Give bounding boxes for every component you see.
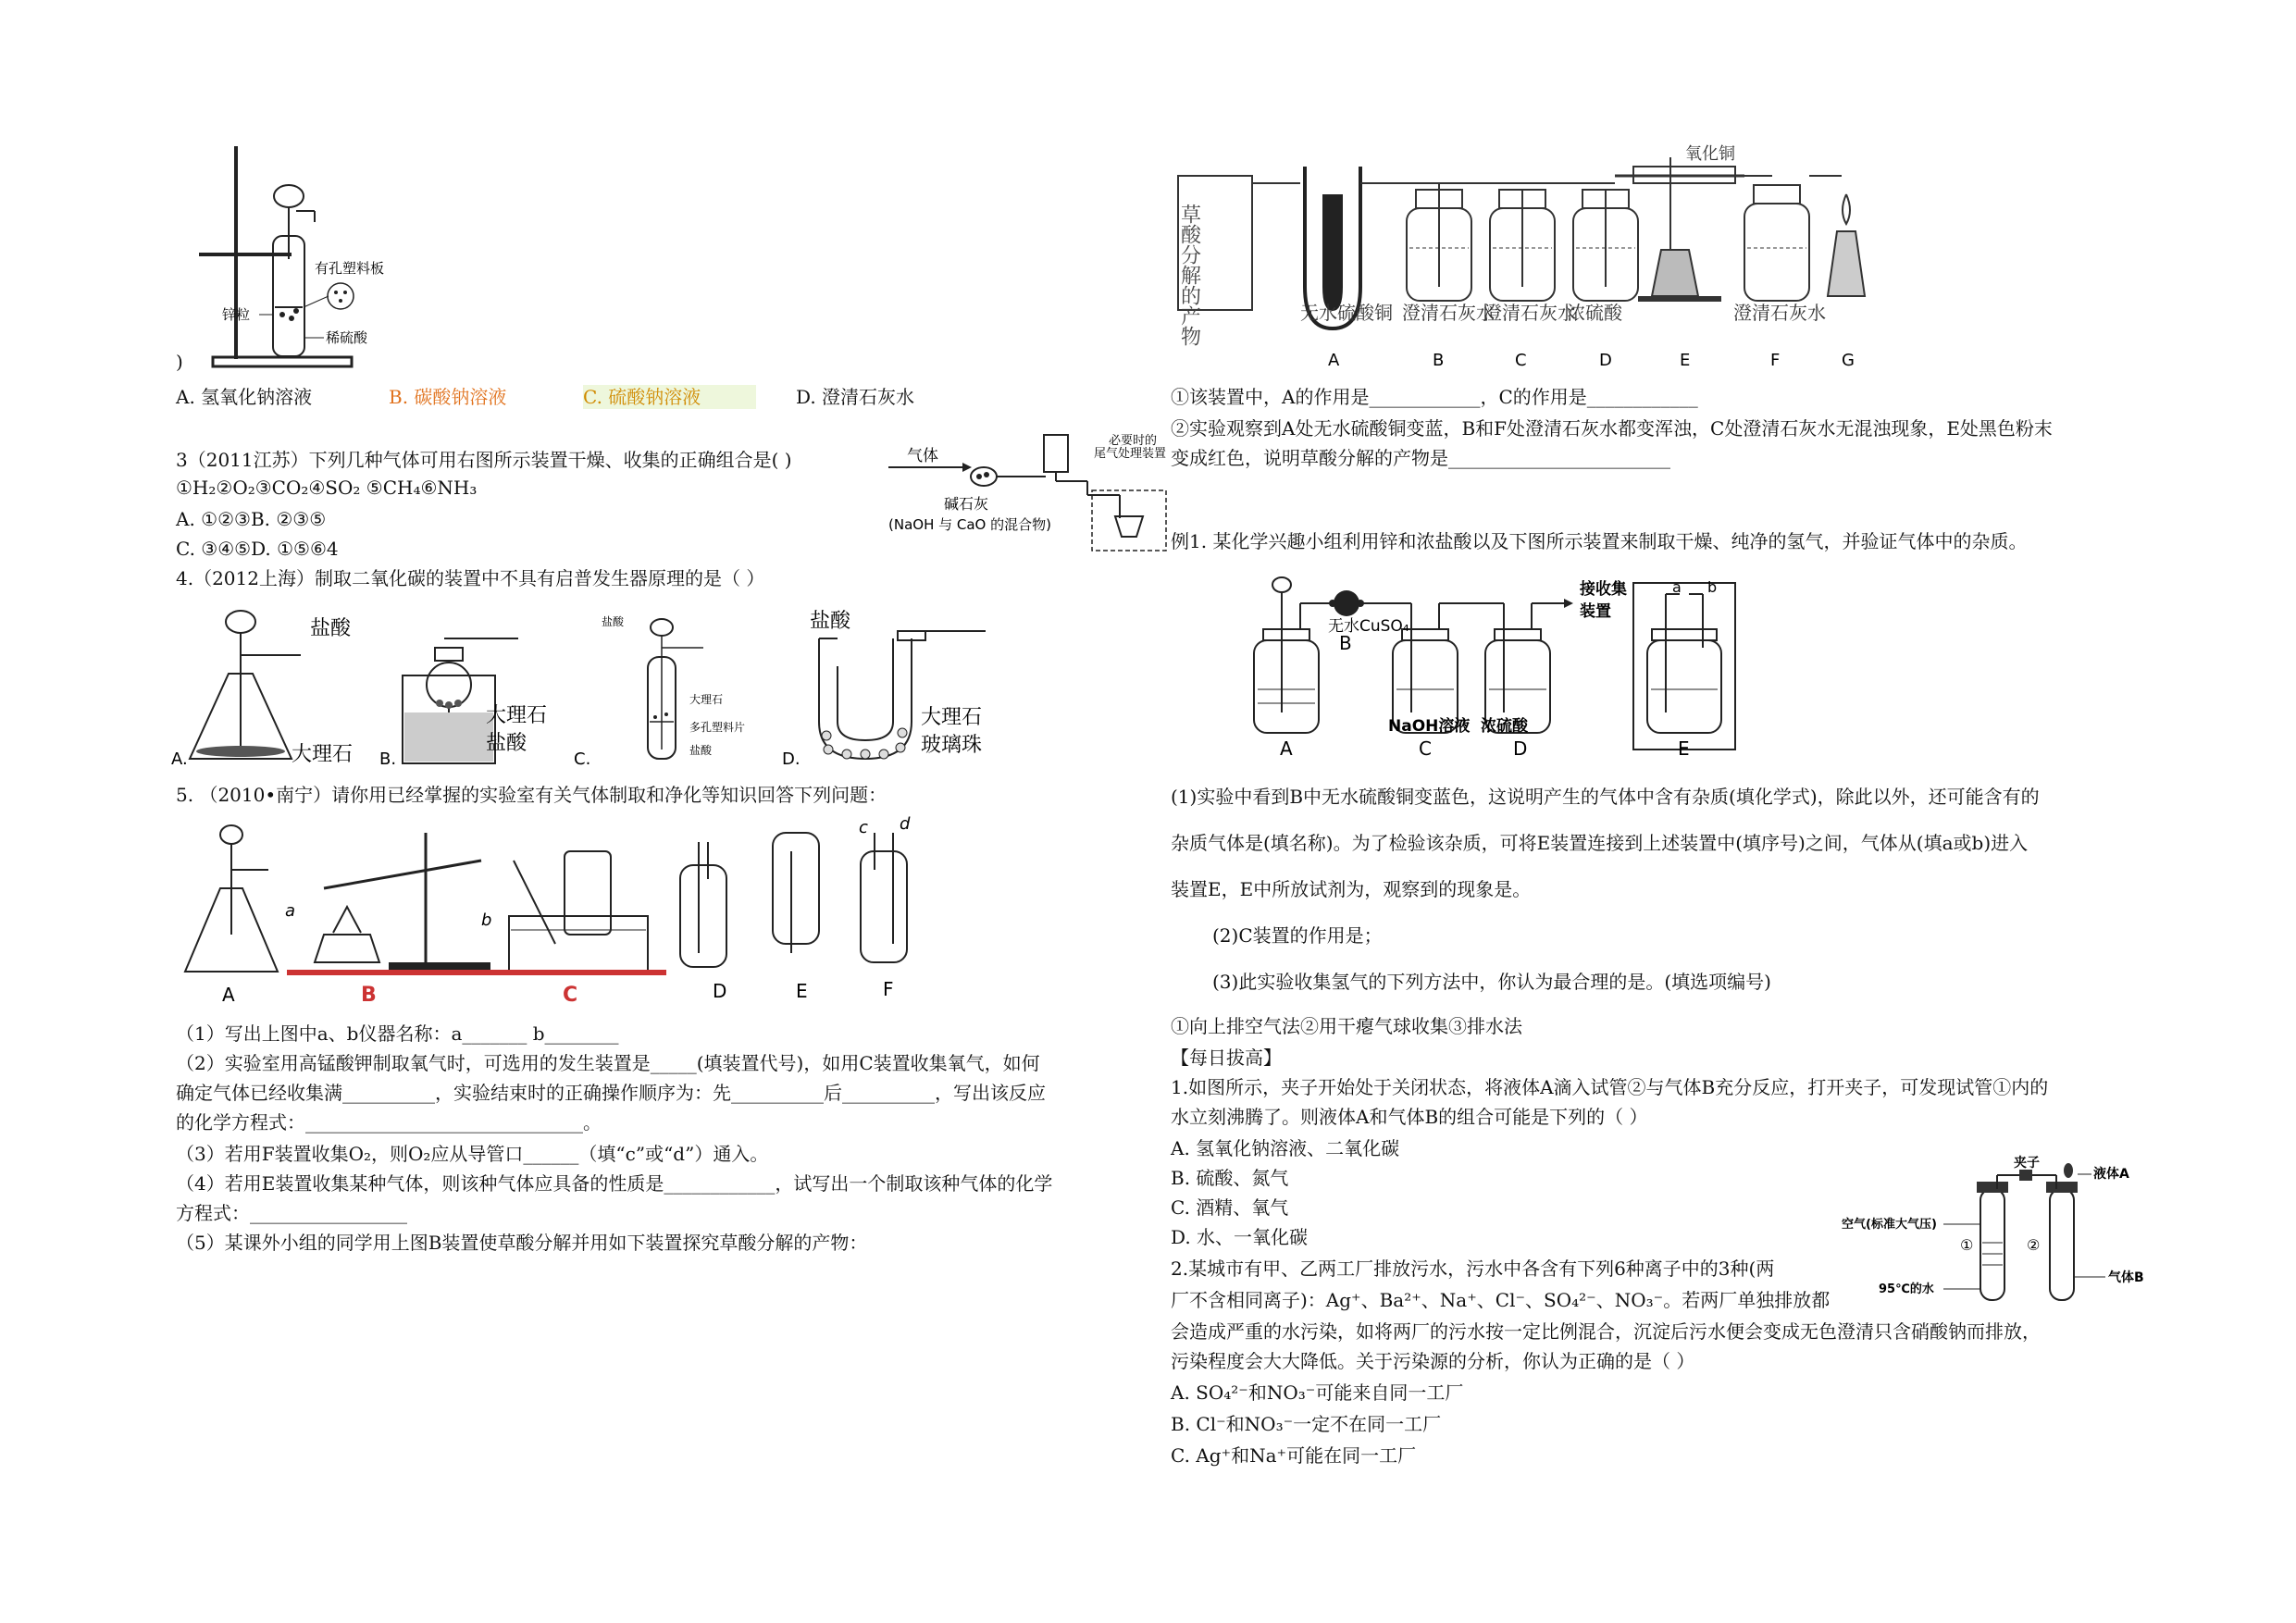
q4d-stone: 大理石 [921,706,983,729]
tube-fig-air: 空气(标准大气压) [1842,1218,1937,1232]
ex1-p1b: 杂质气体是(填名称)。为了检验该杂质，可将E装置连接到上述装置中(填序号)之间，气体从(填a或b)进入 [1171,832,2029,854]
q2-paren: ) [176,351,183,373]
q5-label-d: d [900,814,911,834]
oxalic-source-label: 草酸分解的产物 [1177,204,1201,346]
tube-fig-gas-b: 气体B [2108,1270,2144,1285]
fig1-acid-label: 稀硫酸 [326,329,368,346]
oxalic-label-d: 浓硫酸 [1567,302,1622,324]
hydrogen-purification-apparatus-figure [1245,574,1744,759]
daily-q2-opt-c: C. Ag⁺和Na⁺可能在同一工厂 [1171,1444,1417,1467]
q3-opt-ab: A. ①②③B. ②③⑤ [176,508,327,530]
q5-p5: （5）某课外小组的同学用上图B装置使草酸分解并用如下装置探究草酸分解的产物： [176,1232,868,1254]
daily-q1b: 水立刻沸腾了。则液体A和气体B的组合可能是下列的（ ） [1171,1106,1648,1128]
ex1-p1a: (1)实验中看到B中无水硫酸铜变蓝色，这说明产生的气体中含有杂质(填化学式)，除此以外，还可能含有的 [1171,786,2040,808]
daily-q1-opt-d: D. 水、一氧化碳 [1171,1226,1309,1248]
q5-p4a: （4）若用E装置收集某种气体，则该种气体应具备的性质是____________，试写出一个制取该种气体的化学 [176,1172,1053,1195]
q3-stem: 3（2011江苏）下列几种气体可用右图所示装置干燥、收集的正确组合是( ) [176,449,792,471]
q4a-acid: 盐酸 [310,617,352,640]
q4-apparatus-a [171,601,366,768]
daily-q1-opt-b: B. 硫酸、氮气 [1171,1167,1289,1189]
q5-p1: （1）写出上图中a、b仪器名称：a_______ b________ [176,1022,619,1045]
q5-p3: （3）若用F装置收集O₂，则O₂应从导管口______（填“c”或“d”）通入。 [176,1143,769,1165]
q4d-acid: 盐酸 [810,610,851,633]
oxalic-label-b: 澄清石灰水 [1402,302,1495,324]
q4b-stone: 大理石 [486,704,548,727]
oxalic-q1: ①该装置中，A的作用是____________，C的作用是____________ [1171,386,1698,408]
ex1-p4: ①向上排空气法②用干瘪气球收集③排水法 [1171,1015,1522,1037]
q5-apparatus-row [176,814,1157,1009]
ex1-p3: (3)此实验收集氢气的下列方法中，你认为最合理的是。(填选项编号) [1212,971,1771,993]
q5-fig-letter-d: D [713,980,727,1002]
q4c-acid2: 盐酸 [689,744,713,757]
ex1-fig-cuso4: 无水CuSO₄ [1328,617,1409,636]
daily-heading: 【每日拔高】 [1171,1047,1282,1069]
q5-p2a: （2）实验室用高锰酸钾制取氧气时，可选用的发生装置是_____(填装置代号)，如用C装置收集氧气，如何 [176,1052,1040,1074]
fig-q3-gas-label: 气体 [907,447,938,465]
fig-q3-tail-label: 必要时的 [1109,434,1158,448]
ex1-fig-letter-a: A [1280,737,1293,760]
ex1-fig-a: a [1672,578,1682,596]
tube-fig-n2: ② [2027,1236,2041,1254]
q5-label-a: a [285,901,296,921]
ex1-fig-letter-e: E [1678,737,1690,760]
oxalic-letter-e: E [1680,351,1691,370]
oxalic-decomposition-apparatus-figure [1171,139,1874,370]
fig1-plate-label: 有孔塑料板 [315,260,385,277]
q4b-acid: 盐酸 [486,732,527,755]
q4c-letter: C. [574,750,591,769]
ex1-fig-naoh: NaOH溶液 [1388,717,1471,736]
oxalic-letter-a: A [1328,351,1340,370]
oxalic-letter-f: F [1770,351,1781,370]
oxalic-letter-g: G [1842,351,1855,370]
q4c-stone: 大理石 [689,693,724,706]
oxalic-label-a: 无水硫酸铜 [1300,302,1393,324]
q5-p2b: 确定气体已经收集满__________，实验结束时的正确操作顺序为：先__________后__________，写出该反应 [176,1082,1046,1104]
tube-fig-liquid-a: 液体A [2093,1167,2129,1182]
daily-q1a: 1.如图所示，夹子开始处于关闭状态，将液体A滴入试管②与气体B充分反应，打开夹子，可发现试管①内的 [1171,1076,2049,1098]
q2-option-d: D. 澄清石灰水 [796,386,915,408]
daily-q2d: 污染程度会大大降低。关于污染源的分析，你认为正确的是（ ） [1171,1350,1695,1372]
q5-fig-letter-e: E [796,980,808,1002]
q5-fig-letter-f: F [883,978,894,1000]
q4c-acid: 盐酸 [602,615,625,628]
drying-collection-apparatus-figure [888,435,1185,555]
daily-q2b: 厂不含相同离子)：Ag⁺、Ba²⁺、Na⁺、Cl⁻、SO₄²⁻、NO₃⁻。若两厂单独排放都 [1171,1289,1831,1311]
ex1-fig-h2so4: 浓硫酸 [1481,717,1528,736]
boiling-water-tubes-figure [1842,1156,2156,1314]
oxalic-q2a: ②实验观察到A处无水硫酸铜变蓝，B和F处澄清石灰水都变浑浊，C处澄清石灰水无混浊现象，E处黑色粉末 [1171,417,2053,440]
ex1-fig-collect1: 接收集 [1580,580,1627,599]
oxalic-label-c: 澄清石灰水 [1483,302,1576,324]
q3-opt-cd: C. ③④⑤D. ①⑤⑥4 [176,538,339,560]
fig-q3-limestone-label: 碱石灰 [944,495,989,513]
kipp-tube-apparatus-figure [185,139,463,370]
fig-q3-mix-label: (NaOH 与 CaO 的混合物) [888,516,1051,533]
daily-q1-opt-a: A. 氢氧化钠溶液、二氧化碳 [1171,1137,1400,1159]
daily-q2c: 会造成严重的水污染，如将两厂的污水按一定比例混合，沉淀后污水便会变成无色澄清只含硝酸钠而排放， [1171,1320,2041,1343]
q4a-letter: A. [171,750,188,769]
fig1-zinc-label: 锌粒 [222,306,251,323]
q5-fig-letter-b: B [361,984,377,1007]
ex1-p2: (2)C装置的作用是； [1212,924,1383,947]
q4b-letter: B. [379,750,397,769]
daily-q1-opt-c: C. 酒精、氧气 [1171,1196,1289,1219]
ex1-fig-letter-c: C [1419,737,1432,760]
q4d-bead: 玻璃珠 [921,734,983,757]
tube-fig-clip: 夹子 [2014,1156,2040,1171]
tube-fig-n1: ① [1960,1236,1974,1254]
ex1-fig-collect2: 装置 [1580,602,1611,621]
q4-stem: 4.（2012上海）制取二氧化碳的装置中不具有启普发生器原理的是（ ） [176,567,765,589]
q2-option-a: A. 氢氧化钠溶液 [176,386,313,408]
oxalic-letter-d: D [1599,351,1612,370]
tube-fig-water: 95℃的水 [1879,1282,1934,1296]
q4a-stone: 大理石 [292,743,354,766]
q2-option-c: C. 硫酸钠溶液 [583,385,756,409]
q5-fig-letter-a: A [222,984,235,1006]
q4d-letter: D. [782,750,800,769]
q5-p4b: 方程式：_________________ [176,1202,407,1224]
daily-q2a: 2.某城市有甲、乙两工厂排放污水，污水中各含有下列6种离子中的3种(两 [1171,1258,1775,1280]
q5-label-c: c [859,818,868,837]
oxalic-q2b: 变成红色，说明草酸分解的产物是________________________ [1171,447,1670,469]
q4-apparatus-b [379,611,565,768]
q3-items: ①H₂②O₂③CO₂④SO₂ ⑤CH₄⑥NH₃ [176,477,478,499]
oxalic-letter-b: B [1433,351,1445,370]
ex1-fig-b: b [1707,578,1718,596]
daily-q2-opt-b: B. Cl⁻和NO₃⁻一定不在同一工厂 [1171,1413,1442,1435]
q5-fig-letter-c: C [563,984,578,1007]
q5-label-b: b [481,911,492,930]
q4-apparatus-c [574,611,777,768]
ex1-fig-letter-d: D [1513,737,1528,760]
oxalic-letter-c: C [1515,351,1527,370]
fig-q3-tail2-label: 尾气处理装置 [1094,447,1167,461]
q2-option-b: B. 碳酸钠溶液 [389,386,507,408]
q5-p2c: 的化学方程式：______________________________。 [176,1111,602,1134]
q4-apparatus-d [782,611,1004,768]
oxalic-label-f: 澄清石灰水 [1733,302,1826,324]
q5-stem: 5. （2010•南宁）请你用已经掌握的实验室有关气体制取和净化等知识回答下列问题： [176,784,887,806]
example1-stem: 例1. 某化学兴趣小组利用锌和浓盐酸以及下图所示装置来制取干燥、纯净的氢气，并验证气体中的杂质。 [1171,530,2028,552]
copper-oxide-label: 氧化铜 [1685,144,1735,164]
ex1-p1c: 装置E，E中所放试剂为，观察到的现象是。 [1171,878,1532,900]
q4c-plate: 多孔塑料片 [689,721,746,734]
ex1-fig-letter-b: B [1339,632,1352,654]
daily-q2-opt-a: A. SO₄²⁻和NO₃⁻可能来自同一工厂 [1171,1381,1464,1404]
